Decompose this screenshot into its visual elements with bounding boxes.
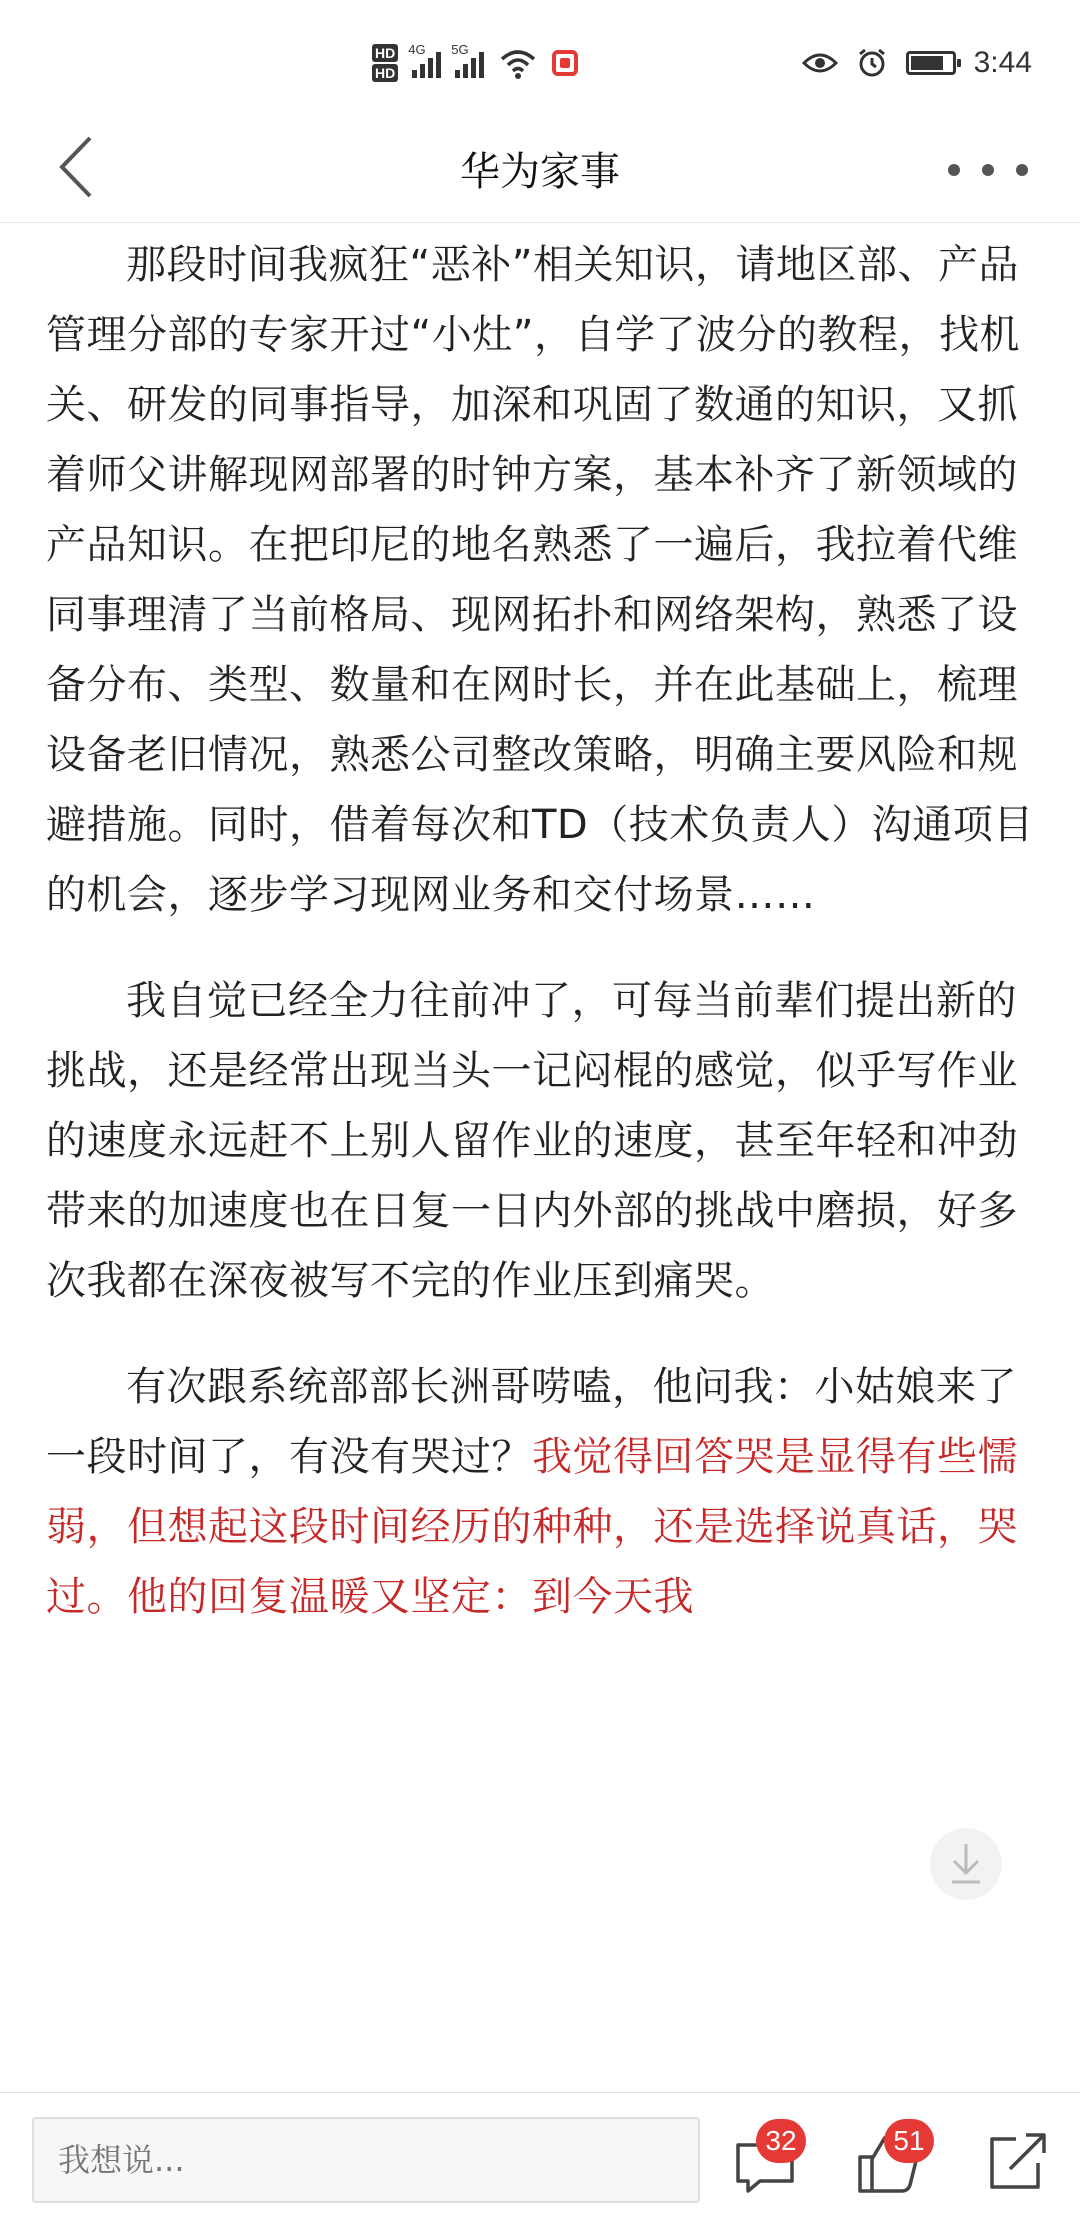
battery-icon <box>906 51 956 75</box>
download-arrow-icon <box>930 1828 1002 1900</box>
paragraph-3-text: 有次跟系统部部长洲哥唠嗑，他问我：小姑娘来了一段时间了，有没有哭过？ <box>46 1364 1017 1480</box>
more-options-button[interactable] <box>948 152 1028 188</box>
like-button[interactable] <box>852 2123 926 2197</box>
comment-input[interactable] <box>32 2117 700 2203</box>
page-title: 华为家事 <box>460 149 620 195</box>
article-content <box>46 222 1036 2092</box>
highlighted-text: 我觉得回答哭是显得有些懦弱，但想起这段时间经历的种种，还是选择说真话，哭过。他的回复温暖又坚定：到今天我 <box>46 1434 1018 1620</box>
share-icon <box>980 2123 1054 2197</box>
signal-5g-icon <box>451 42 484 78</box>
status-time: 3:44 <box>973 46 1032 79</box>
app-notification-icon <box>552 50 578 76</box>
status-right <box>802 38 1032 88</box>
article-paragraph-1: 那段时间我疯狂“恶补”相关知识，请地区部、产品管理分部的专家开过“小灶”，自学了波分的教程，找机关、研发的同事指导，加深和巩固了数通的知识，又抓着师父讲解现网部署的时钟方案，基本补齐了新领域的产品知识。在把印尼的地名熟悉了一遍后，我拉着代维同事理清了当前格局、现网拓扑和网络架构，熟悉了设备分布、类型、数量和在网时长，并在此基础上，梳理设备老旧情况，熟悉公司整改策略，明确主要风险和规避措施。同时，借着每次和TD（技术负责人）沟通项目的机会，逐步学习现网业务和交付场景…… <box>46 242 1034 918</box>
status-left <box>372 38 578 88</box>
comment-count-badge: 32 <box>756 2119 806 2163</box>
hd-indicator <box>372 44 398 82</box>
article-paragraph-2: 我自觉已经全力往前冲了，可每当前辈们提出新的挑战，还是经常出现当头一记闷棍的感觉，似乎写作业的速度永远赶不上别人留作业的速度，甚至年轻和冲劲带来的加速度也在日复一日内外部的挑战中磨损，好多次我都在深夜被写不完的作业压到痛哭。 <box>46 978 1018 1304</box>
hd-badge-2: HD <box>372 64 398 82</box>
comment-button[interactable] <box>730 2123 804 2197</box>
hd-badge-1: HD <box>372 44 398 62</box>
eye-comfort-icon <box>802 51 838 75</box>
network-5g-label: 5G <box>451 42 469 57</box>
navigation-bar <box>0 112 1080 223</box>
network-4g-label: 4G <box>408 42 426 57</box>
more-dot-icon <box>948 164 960 176</box>
wifi-icon <box>498 47 538 79</box>
more-dot-icon <box>1016 164 1028 176</box>
like-count-badge: 51 <box>884 2119 934 2163</box>
article-paragraph-3 <box>46 1352 1036 1632</box>
status-bar <box>0 0 1080 112</box>
alarm-icon <box>856 47 888 79</box>
floating-download-button[interactable] <box>930 1828 1002 1900</box>
bottom-action-bar <box>0 2092 1080 2228</box>
more-dot-icon <box>982 164 994 176</box>
battery-level <box>911 56 943 70</box>
share-button[interactable] <box>980 2123 1054 2197</box>
signal-4g-icon <box>408 42 441 78</box>
